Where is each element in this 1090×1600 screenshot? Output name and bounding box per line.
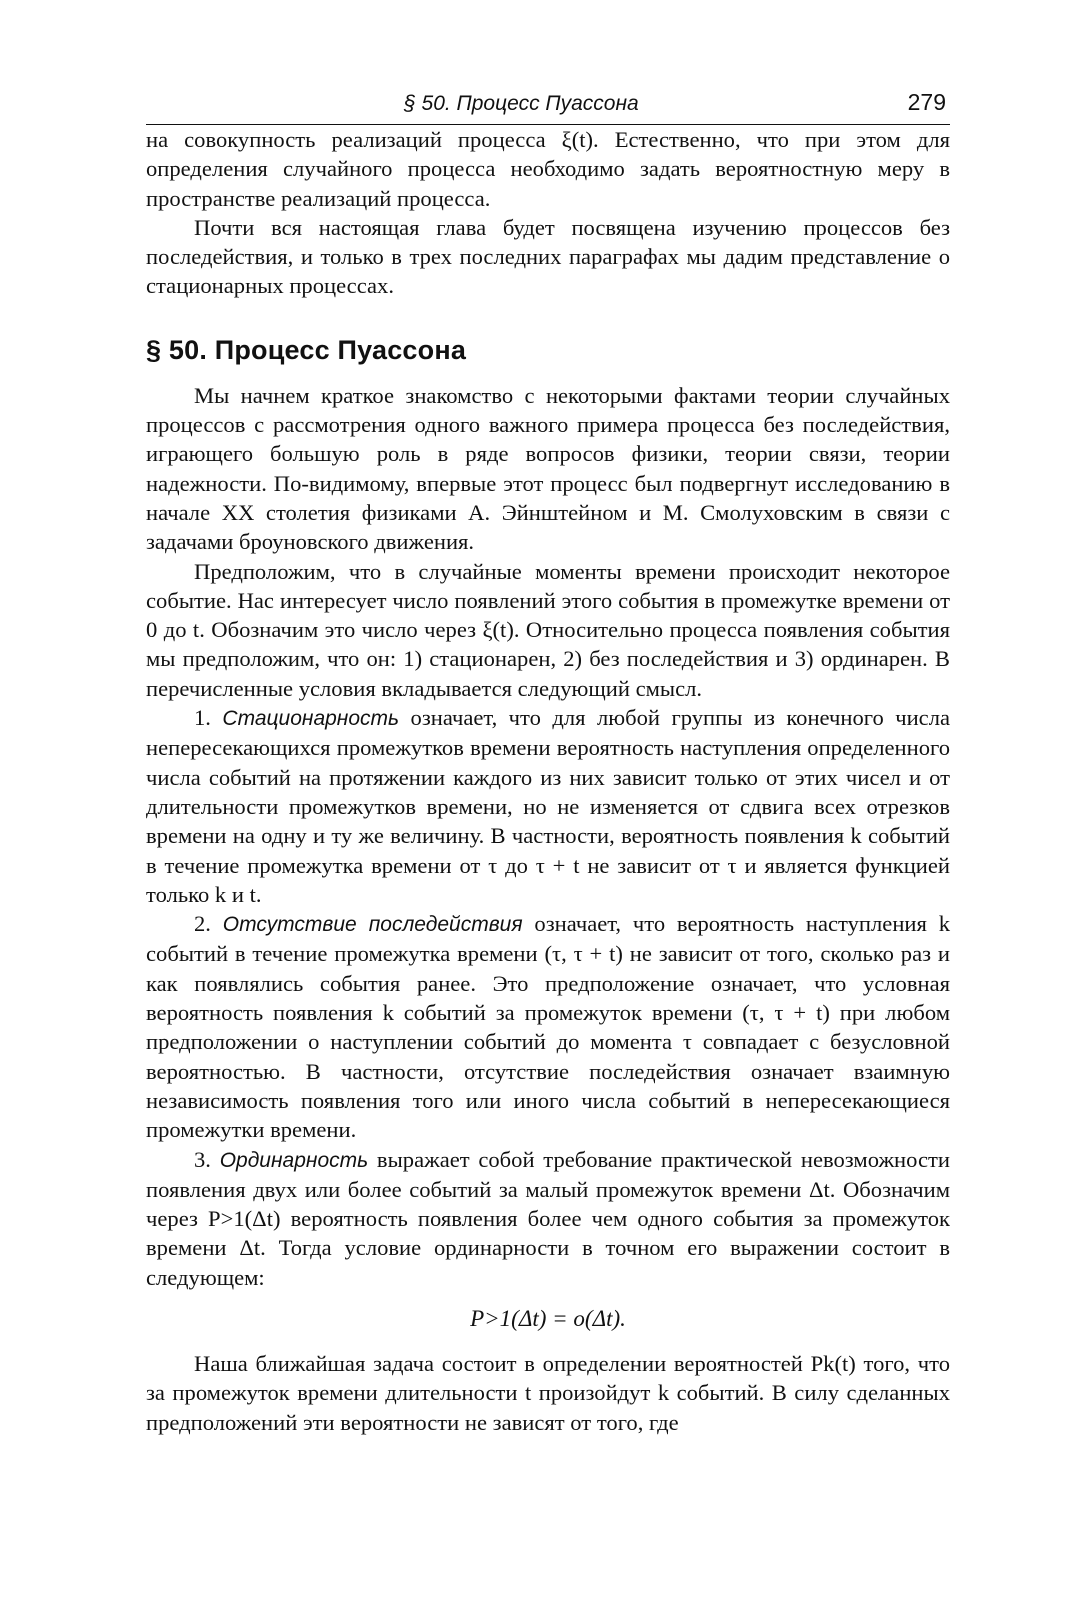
condition-item-3 <box>146 1145 950 1292</box>
section-paragraph-2: Предположим, что в случайные моменты времени происходит некоторое событие. Нас интересует число появлений этого события в промежутке времени от 0 до t. Обозначим это число через ξ(t). Относительно процесса появления события мы предположим, что он: 1) стационарен, 2) без последействия и 3) ординарен. В перечисленные условия вкладывается следующий смысл. <box>146 558 950 701</box>
item-1-text: означает, что для любой группы из конечного числа непересекающихся промежутков времени вероятность наступления определенного числа событий на протяжении каждого из них зависит только от этих чисел и от длительности промежутков времени, но не изменяется от сдвига всех отрезков времени на одну и ту же величину. В частности, вероятность появления k событий в течение промежутка времени от τ до τ + t не зависит от τ и является функцией только k и t. <box>146 705 951 907</box>
intro-paragraph-2: Почти вся настоящая глава будет посвящена изучению процессов без последействия, и только в трех последних параграфах мы дадим представление о стационарных процессах. <box>146 214 950 299</box>
item-3-number: 3. <box>194 1146 211 1172</box>
item-2-term: Отсутствие последействия <box>222 913 523 937</box>
ordinarity-formula: P>1(Δt) = o(Δt). <box>470 1305 626 1331</box>
page <box>146 88 950 1437</box>
item-1-term: Стационарность <box>222 707 400 731</box>
intro-paragraph-1: на совокупность реализаций процесса ξ(t). Естественно, что при этом для определения случайного процесса необходимо задать вероятностную меру в пространстве реализаций процесса. <box>146 127 950 211</box>
item-2-text: означает, что вероятность наступления k событий в течение промежутка времени (τ, τ + t) не зависит от того, сколько раз и как появлялись события ранее. Это предположение означает, что условная вероятность появления k событий за промежуток времени (τ, τ + t) при любом предположении о наступлении событий до момента τ совпадает с безусловной вероятностью. В частности, отсутствие последействия означает взаимную независимость появления того или иного числа событий в непересекающиеся промежутки времени. <box>146 911 951 1143</box>
item-1-number: 1. <box>194 705 211 731</box>
running-head-title: § 50. Процесс Пуассона <box>404 92 639 115</box>
item-3-term: Ординарность <box>219 1148 369 1172</box>
section-heading: § 50. Процесс Пуассона <box>146 334 467 365</box>
item-2-number: 2. <box>194 911 211 937</box>
running-head <box>146 88 950 125</box>
condition-item-1 <box>146 703 950 909</box>
item-3-text: выражает собой требование практической невозможности появления двух или более событий за малый промежуток времени Δt. Обозначим через P>1(Δt) вероятность появления более чем одного события за промежуток времени Δt. Тогда условие ординарности в точном его выражении состоит в следующем: <box>146 1146 950 1290</box>
condition-item-2 <box>146 909 950 1144</box>
section-paragraph-last: Наша ближайшая задача состоит в определении вероятностей Pk(t) того, что за промежуток времени длительности t произойдут k событий. В силу сделанных предположений эти вероятности не зависят от того, где <box>146 1350 950 1435</box>
page-body <box>146 125 950 1437</box>
page-number: 279 <box>907 89 946 115</box>
section-paragraph-1: Мы начнем краткое знакомство с некоторыми фактами теории случайных процессов с рассмотрения одного важного примера процесса без последействия, играющего большую роль в ряде вопросов физики, теории связи, теории надежности. По-видимому, впервые этот процесс был подвергнут исследованию в начале XX столетия физиками А. Эйнштейном и М. Смолуховским в связи с задачами броуновского движения. <box>146 382 950 555</box>
